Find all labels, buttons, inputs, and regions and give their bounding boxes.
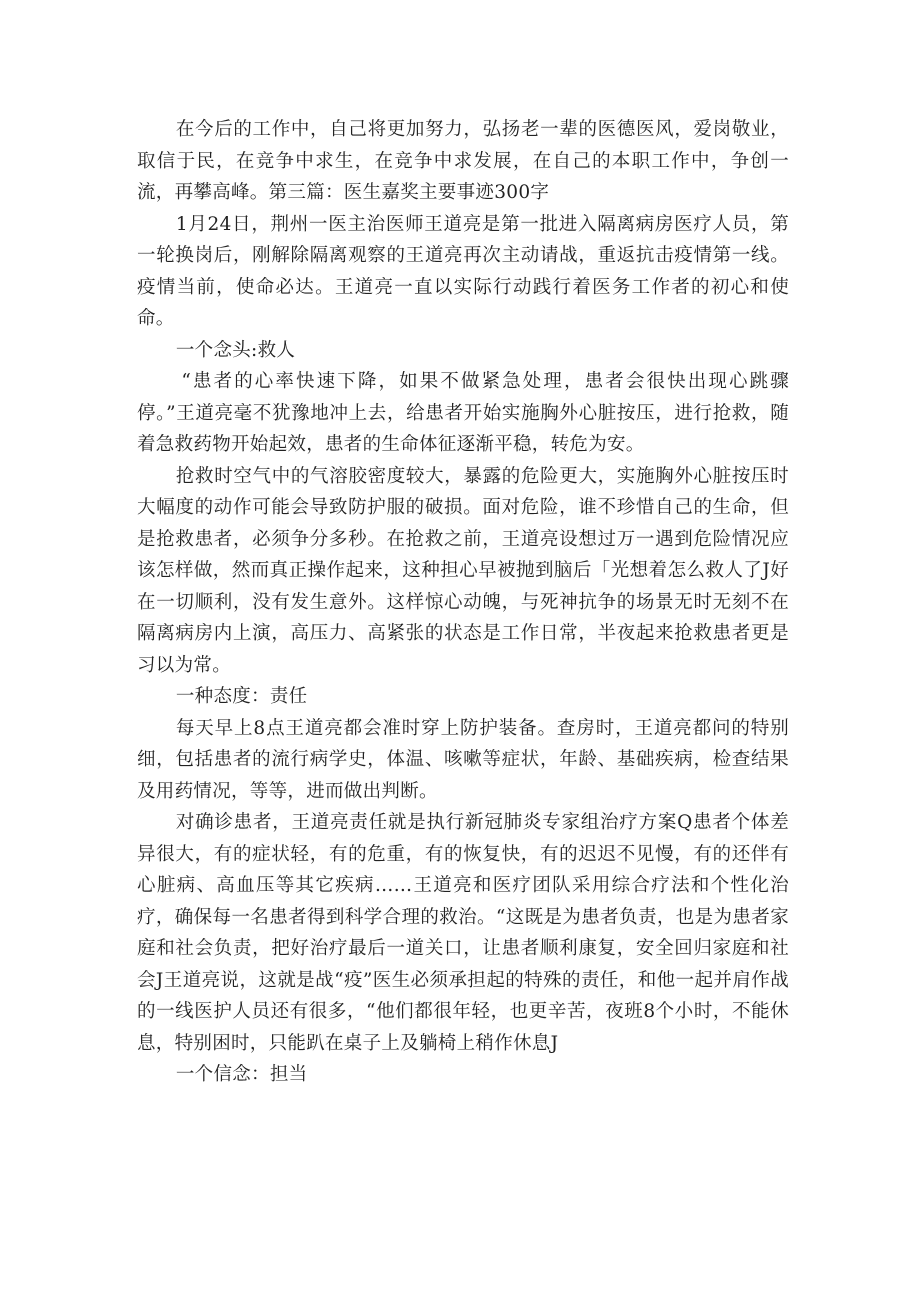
section-heading-responsibility: 一种态度：责任	[175, 686, 308, 707]
paragraph-heart-rate: “患者的心率快速下降，如果不做紧急处理，患者会很快出现心跳骤停。”王道亮毫不犹豫地冲上去，给患者开始实施胸外心脏按压，进行抢救，随着急救药物开始起效，患者的生命体征逐渐平稳，转危为安。	[137, 371, 789, 455]
paragraph-treatment-plan: 对确诊患者，王道亮责任就是执行新冠肺炎专家组治疗方案Q患者个体差异很大，有的症状轻，有的危重，有的恢复快，有的迟迟不见慢，有的还伴有心脏病、高血压等其它疾病……王道亮和医疗团队采用综合疗法和个性化治疗，确保每一名患者得到科学合理的救治。“这既是为患者负责，也是为患者家庭和社会负责，把好治疗最后一道关口，让患者顺利康复，安全回归家庭和社会J王道亮说，这就是战“疫”医生必须承担起的特殊的责任，和他一起并肩作战的一线医护人员还有很多，“他们都很年轻，也更辛苦，夜班8个小时，不能休息，特别困时，只能趴在桌子上及躺椅上稍作休息J	[137, 812, 789, 1054]
paragraph-closing-remarks: 在今后的工作中，自己将更加努力，弘扬老一辈的医德医风，爱岗敬业，取信于民，在竞争中求生，在竞争中求发展，在自己的本职工作中，争创一流，再攀高峰。第三篇：医生嘉奖主要事迹300字	[137, 119, 789, 203]
paragraph-daily-rounds: 每天早上8点王道亮都会准时穿上防护装备。查房时，王道亮都问的特别细，包括患者的流行病学史，体温、咳嗽等症状，年龄、基础疾病，检查结果及用药情况，等等，进而做出判断。	[137, 717, 789, 802]
paragraph-intro: 1月24日，荆州一医主治医师王道亮是第一批进入隔离病房医疗人员，第一轮换岗后，刚解除隔离观察的王道亮再次主动请战，重返抗击疫情第一线。疫情当前，使命必达。王道亮一直以实际行动践行着医务工作者的初心和使命。	[137, 213, 789, 329]
section-heading-commitment: 一个信念：担当	[175, 1064, 308, 1085]
paragraph-rescue-risk: 抢救时空气中的气溶胶密度较大，暴露的危险更大，实施胸外心脏按压时大幅度的动作可能会导致防护服的破损。面对危险，谁不珍惜自己的生命，但是抢救患者，必须争分多秒。在抢救之前，王道亮设想过万一遇到危险情况应该怎样做，然而真正操作起来，这种担心早被抛到脑后「光想着怎么救人了J好在一切顺利，没有发生意外。这样惊心动魄，与死神抗争的场景无时无刻不在隔离病房内上演，高压力、高紧张的状态是工作日常，半夜起来抢救患者更是习以为常。	[137, 465, 789, 676]
article-body	[137, 114, 789, 1091]
section-heading-rescue: 一个念头:救人	[175, 339, 296, 361]
